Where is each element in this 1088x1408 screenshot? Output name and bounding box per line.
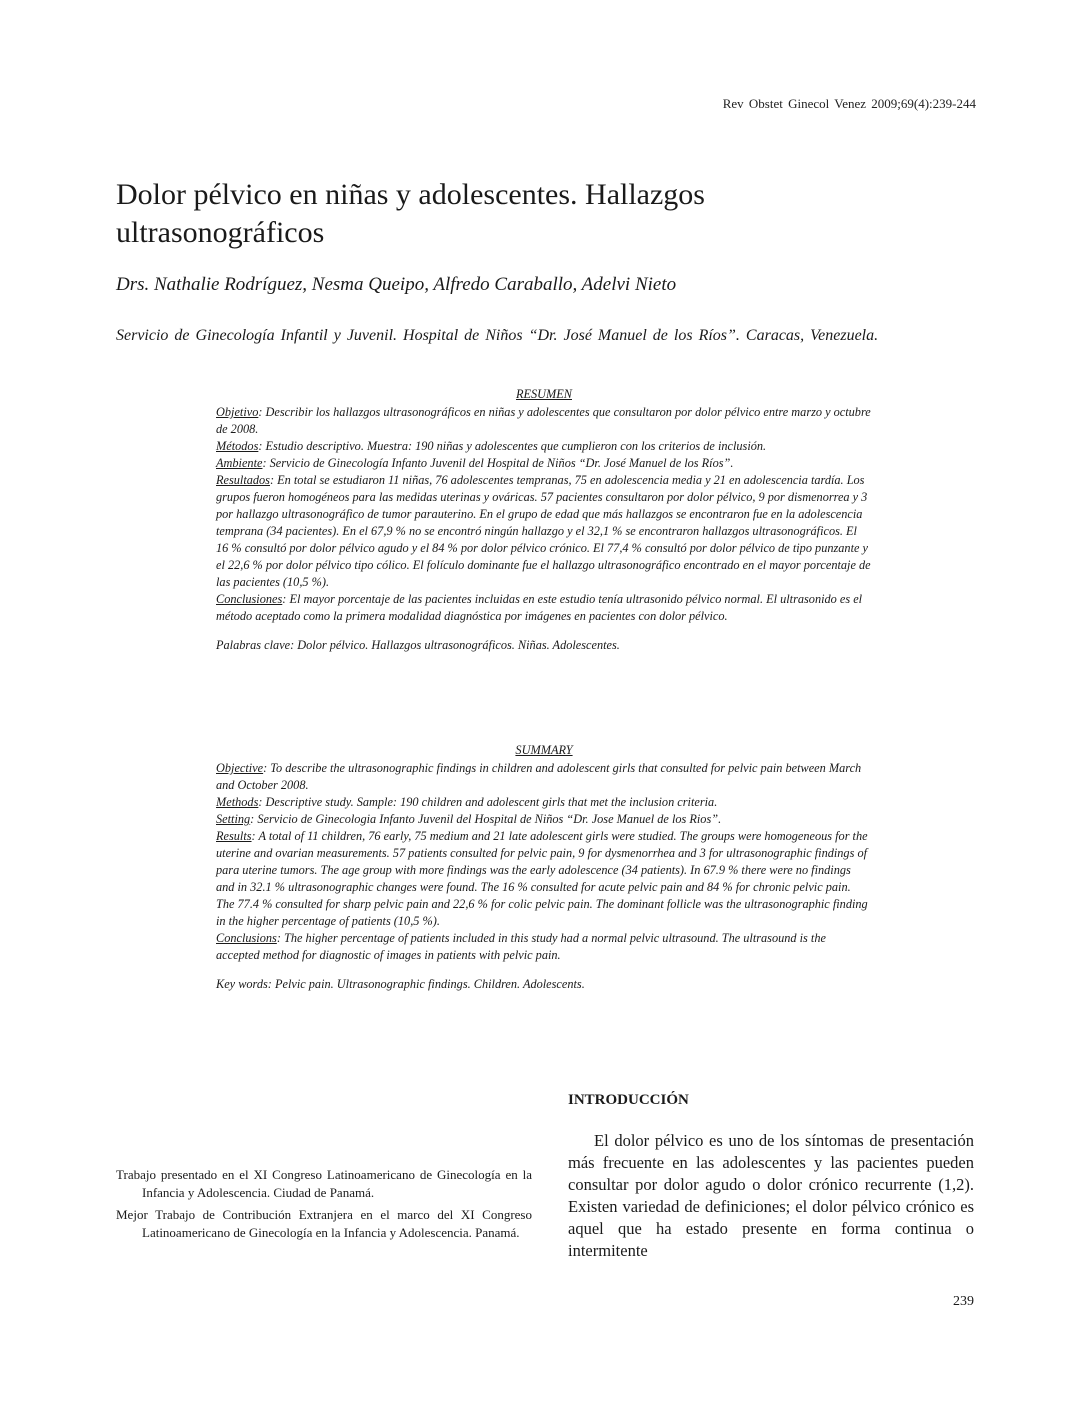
- journal-reference: Rev Obstet Ginecol Venez 2009;69(4):239-244: [722, 96, 976, 111]
- resumen-metodos: Métodos: Estudio descriptivo. Muestra: 190 niñas y adolescentes que cumplieron con los criterios de inclusión.: [216, 439, 767, 453]
- resumen-keywords: Palabras clave: Dolor pélvico. Hallazgos ultrasonográficos. Niñas. Adolescentes.: [216, 638, 620, 652]
- resumen-ambiente: Ambiente: Servicio de Ginecología Infanto Juvenil del Hospital de Niños “Dr. José Manuel de los Ríos”.: [216, 456, 734, 470]
- introduction-heading: INTRODUCCIÓN: [568, 1092, 689, 1108]
- section-label: Métodos: [216, 439, 259, 453]
- resumen-conclusiones: Conclusiones: El mayor porcentaje de las pacientes incluidas en este estudio tenía ultrasonido pélvico normal. El ultrasonido es el método aceptado como la primera modalidad diagnóstica por imágenes en pacientes con dolor pélvico.: [216, 592, 863, 623]
- section-label: Conclusiones: [216, 592, 283, 606]
- section-label: Setting: [216, 812, 251, 826]
- page-number: 239: [953, 1294, 974, 1309]
- summary-block: [216, 742, 872, 993]
- section-label: Objective: [216, 761, 264, 775]
- section-text: To describe the ultrasonographic findings in children and adolescent girls that consulted for pelvic pain between March and October 2008.: [216, 761, 862, 792]
- introduction-paragraph: El dolor pélvico es uno de los síntomas de presentación más frecuente en las adolescentes y las pacientes pueden consultar por dolor agudo o dolor crónico recurrente (1,2). Existen variedad de definiciones; el dolor pélvico crónico es aquel que ha estado presente en forma continua o intermitente: [568, 1131, 974, 1260]
- footnote: Mejor Trabajo de Contribución Extranjera en el marco del XI Congreso Latinoamericano de Ginecología en la Infancia y Adolescencia. Panamá.: [116, 1207, 532, 1240]
- section-label: Objetivo: [216, 405, 259, 419]
- section-label: Conclusions: [216, 931, 277, 945]
- section-label: Resultados: [216, 473, 270, 487]
- section-text: Descriptive study. Sample: 190 children and adolescent girls that met the inclusion criteria.: [262, 795, 718, 809]
- summary-methods: Methods: Descriptive study. Sample: 190 children and adolescent girls that met the inclusion criteria.: [216, 795, 718, 809]
- affiliation: Servicio de Ginecología Infantil y Juvenil. Hospital de Niños “Dr. José Manuel de los Ríos”. Caracas, Venezuela.: [116, 327, 879, 344]
- resumen-block: [216, 386, 872, 654]
- section-text: En total se estudiaron 11 niñas, 76 adolescentes tempranas, 75 en adolescencia media y 21 en adolescencia tardía. Los grupos fueron homogéneos para las medidas uterinas y ováricas. 57 pacientes consultaron por dolor pélvico, 9 por dismenorrea y 3 por hallazgo ultrasonográfico de tumor parauterino. En el grupo de edad que más hallazgos se encontraron fue en la adolescencia temprana (34 pacientes). En el 67,9 % no se encontró ningún hallazgo y el 32,1 % se encontraron hallazgos ultrasonográficos. El 16 % consultó por dolor pélvico agudo y el 84 % por dolor pélvico crónico. El 77,4 % consultó por dolor pélvico de tipo punzante y el 22,6 % por dolor pélvico tipo cólico. El folículo dominante fue el hallazgo ultrasonográfico encontrado en el mayor porcentaje de las pacientes (10,5 %).: [216, 473, 871, 589]
- section-text: Servicio de Ginecología Infanto Juvenil del Hospital de Niños “Dr. José Manuel de los Ríos”.: [266, 456, 734, 470]
- section-label: Results: [216, 829, 252, 843]
- summary-keywords: Key words: Pelvic pain. Ultrasonographic findings. Children. Adolescents.: [216, 977, 585, 991]
- resumen-objetivo: Objetivo: Describir los hallazgos ultrasonográficos en niñas y adolescentes que consultaron por dolor pélvico entre marzo y octubre de 2008.: [216, 405, 871, 436]
- summary-conclusions: Conclusions: The higher percentage of patients included in this study had a normal pelvic ultrasound. The ultrasound is the accepted method for diagnostic of images in patients with pelvic pain.: [216, 931, 826, 962]
- footnote: Trabajo presentado en el XI Congreso Latinoamericano de Ginecología en la Infancia y Adolescencia. Ciudad de Panamá.: [116, 1167, 532, 1200]
- summary-results: Results: A total of 11 children, 76 early, 75 medium and 21 late adolescent girls were studied. The groups were homogeneous for the uterine and ovarian measurements. 57 patients consulted for pelvic pain, 9 for dysmenorrhea and 3 for ultrasonographic findings of para uterine tumors. The age group with more findings was the early adolescence (34 patients). In 67.9 % there were no findings and in 32.1 % ultrasonographic changes were found. The 16 % consulted for acute pelvic pain and 84 % for chronic pelvic pain. The 77.4 % consulted for sharp pelvic pain and 22,6 % for colic pelvic pain. The dominant follicle was the ultrasonographic finding in the higher percentage of patients (10,5 %).: [216, 829, 868, 928]
- section-text: The higher percentage of patients included in this study had a normal pelvic ultrasound. The ultrasound is the accepted method for diagnostic of images in patients with pelvic pain.: [216, 931, 826, 962]
- section-text: A total of 11 children, 76 early, 75 medium and 21 late adolescent girls were studied. The groups were homogeneous for the uterine and ovarian measurements. 57 patients consulted for pelvic pain, 9 for dysmenorrhea and 3 for ultrasonographic findings of para uterine tumors. The age group with more findings was the early adolescence (34 patients). In 67.9 % there were no findings and in 32.1 % ultrasonographic changes were found. The 16 % consulted for acute pelvic pain and 84 % for chronic pelvic pain. The 77.4 % consulted for sharp pelvic pain and 22,6 % for colic pelvic pain. The dominant follicle was the ultrasonographic finding in the higher percentage of patients (10,5 %).: [216, 829, 868, 928]
- author-list: Drs. Nathalie Rodríguez, Nesma Queipo, Alfredo Caraballo, Adelvi Nieto: [116, 274, 677, 295]
- summary-heading: SUMMARY: [515, 743, 573, 757]
- summary-setting: Setting: Servicio de Ginecologia Infanto Juvenil del Hospital de Niños “Dr. Jose Manuel de los Rios”.: [216, 812, 722, 826]
- section-text: Estudio descriptivo. Muestra: 190 niñas y adolescentes que cumplieron con los criterios de inclusión.: [262, 439, 767, 453]
- article-title: Dolor pélvico en niñas y adolescentes. Hallazgos ultrasonográficos: [116, 178, 705, 249]
- section-label: Ambiente: [216, 456, 263, 470]
- section-text: El mayor porcentaje de las pacientes incluidas en este estudio tenía ultrasonido pélvico normal. El ultrasonido es el método aceptado como la primera modalidad diagnóstica por imágenes en pacientes con dolor pélvico.: [216, 592, 863, 623]
- section-text: Servicio de Ginecologia Infanto Juvenil del Hospital de Niños “Dr. Jose Manuel de los Rios”.: [254, 812, 722, 826]
- resumen-resultados: Resultados: En total se estudiaron 11 niñas, 76 adolescentes tempranas, 75 en adolescencia media y 21 en adolescencia tardía. Los grupos fueron homogéneos para las medidas uterinas y ováricas. 57 pacientes consultaron por dolor pélvico, 9 por dismenorrea y 3 por hallazgo ultrasonográfico de tumor parauterino. En el grupo de edad que más hallazgos se encontraron fue en la adolescencia temprana (34 pacientes). En el 67,9 % no se encontró ningún hallazgo y el 32,1 % se encontraron hallazgos ultrasonográficos. El 16 % consultó por dolor pélvico agudo y el 84 % por dolor pélvico crónico. El 77,4 % consultó por dolor pélvico de tipo punzante y el 22,6 % por dolor pélvico tipo cólico. El folículo dominante fue el hallazgo ultrasonográfico encontrado en el mayor porcentaje de las pacientes (10,5 %).: [216, 473, 871, 589]
- footnotes: [116, 1166, 532, 1246]
- resumen-heading: RESUMEN: [515, 387, 572, 401]
- section-text: Describir los hallazgos ultrasonográficos en niñas y adolescentes que consultaron por dolor pélvico entre marzo y octubre de 2008.: [216, 405, 871, 436]
- section-label: Methods: [216, 795, 259, 809]
- summary-objective: Objective: To describe the ultrasonographic findings in children and adolescent girls that consulted for pelvic pain between March and October 2008.: [216, 761, 862, 792]
